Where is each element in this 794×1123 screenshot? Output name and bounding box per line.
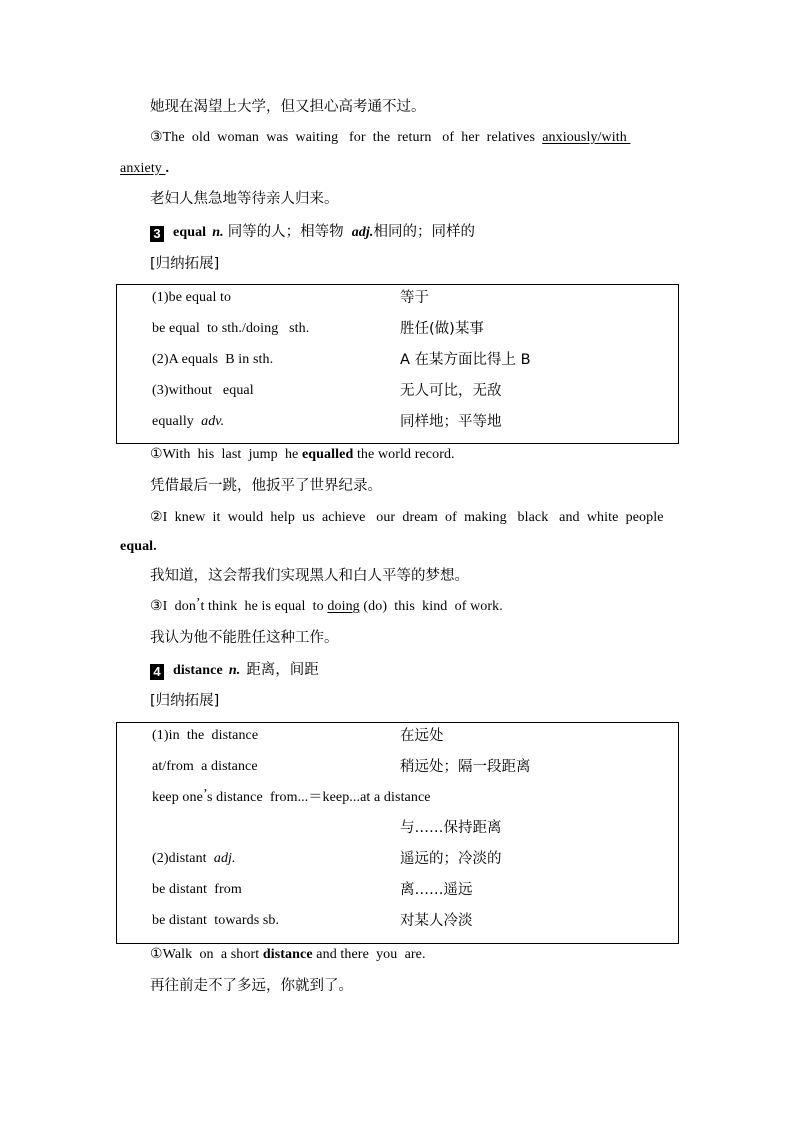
phrase: (2)A equals B in sth. (152, 352, 274, 367)
phrase (152, 849, 236, 869)
example-text: and there you are. (312, 947, 426, 962)
example-text: t think he is equal to (200, 599, 328, 614)
example-text: the world record. (353, 447, 455, 462)
meaning: 相同的；同样的 (373, 224, 475, 240)
phrase: (3)without equal (152, 383, 254, 398)
translation-line: 我认为他不能胜任这种工作。 (150, 630, 339, 646)
example-sentence (150, 945, 426, 965)
phrase-word: s distance from...＝keep...at a distance (206, 790, 431, 805)
example-text: ①Walk on a short (150, 947, 263, 962)
phrase-meaning: 与……保持距离 (400, 820, 502, 836)
phrase (152, 788, 431, 808)
translation-line: 我知道，这会帮我们实现黑人和白人平等的梦想。 (150, 568, 469, 584)
answer-blank: doing (327, 599, 360, 614)
example-text: ③I don (150, 599, 196, 614)
phrase-meaning: 对某人冷淡 (400, 913, 473, 929)
phrase-meaning: A 在某方面比得上 B (400, 352, 531, 368)
phrase: (1)in the distance (152, 728, 259, 743)
headword: distance (173, 663, 223, 678)
word-heading (150, 660, 319, 681)
example-text: ①With his last jump he (150, 447, 302, 462)
word-heading (150, 222, 475, 243)
phrase-meaning: 无人可比，无敌 (400, 383, 502, 399)
example-sentence-cont (120, 159, 169, 179)
part-of-speech: adj. (213, 851, 236, 866)
phrase-meaning: 同样地；平等地 (400, 414, 502, 430)
headword: equal (173, 225, 207, 240)
period: . (165, 161, 170, 176)
phrase: (1)be equal to (152, 290, 232, 305)
phrase: be equal to sth./doing sth. (152, 321, 310, 336)
phrase-meaning: 遥远的；冷淡的 (400, 851, 502, 867)
apostrophe: ’ (202, 787, 207, 802)
answer-blank: anxiously/with (542, 130, 631, 145)
meaning: 距离，间距 (246, 662, 319, 678)
phrase-word: (2)distant (152, 851, 214, 866)
answer-blank: anxiety (120, 161, 166, 176)
apostrophe: ’ (195, 596, 201, 611)
example-sentence: ②I knew it would help us achieve our dream of making black and white people (150, 510, 664, 525)
expand-label: [归纳拓展] (150, 693, 220, 709)
phrase: be distant from (152, 882, 242, 897)
translation-line: 老妇人焦急地等待亲人归来。 (150, 191, 339, 207)
example-text: (do) this kind of work. (359, 599, 503, 614)
example-sentence (150, 597, 503, 617)
phrase-word: keep one (152, 790, 203, 805)
phrase: be distant towards sb. (152, 913, 280, 928)
phrase-word: equally (152, 414, 202, 429)
part-of-speech: adv. (201, 414, 225, 429)
phrase-meaning: 等于 (400, 290, 429, 306)
example-sentence (150, 128, 630, 148)
phrase-meaning: 离……遥远 (400, 882, 473, 898)
phrase: at/from a distance (152, 759, 258, 774)
keyword: equalled (301, 447, 354, 462)
example-sentence (150, 445, 455, 465)
meaning: 同等的人；相等物 (227, 224, 344, 240)
word-number-badge: 3 (150, 226, 164, 242)
part-of-speech: n. (228, 663, 241, 678)
example-text: ③The old woman was waiting for the return of her relatives (150, 130, 543, 145)
keyword: distance (262, 947, 313, 962)
translation-line: 再往前走不了多远，你就到了。 (150, 978, 353, 994)
keyword: equal. (120, 539, 157, 554)
word-number-badge: 4 (150, 664, 164, 680)
phrase-meaning: 在远处 (400, 728, 444, 744)
phrase (152, 412, 224, 432)
phrase-meaning: 胜任(做)某事 (400, 321, 484, 337)
expand-label: [归纳拓展] (150, 256, 220, 272)
phrase-meaning: 稍远处；隔一段距离 (400, 759, 531, 775)
part-of-speech: n. (212, 225, 224, 240)
part-of-speech: adj. (351, 225, 374, 240)
translation-line: 凭借最后一跳，他扳平了世界纪录。 (150, 478, 382, 494)
translation-line: 她现在渴望上大学，但又担心高考通不过。 (150, 99, 426, 115)
